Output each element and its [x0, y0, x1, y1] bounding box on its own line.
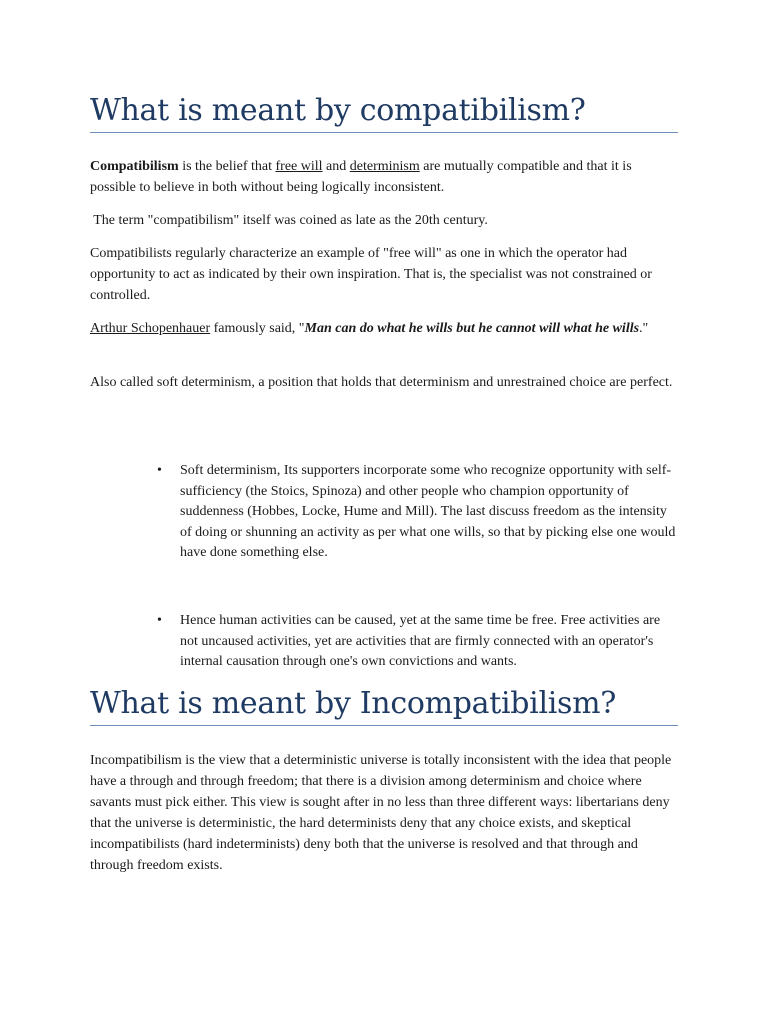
list-item [90, 461, 678, 564]
bullet-text: Hence human activities can be caused, yet at the same time be free. Free activities are not uncaused activities, yet are activities that are firmly connected with an operator's internal causation through one's own convictions and wants. [180, 613, 661, 669]
text-run: and [322, 159, 350, 174]
schopenhauer-link[interactable]: Arthur Schopenhauer [90, 321, 211, 336]
bullet-icon: • [157, 613, 162, 628]
term-origin-paragraph: The term "compatibilism" itself was coined as late as the 20th century. [90, 213, 488, 228]
schopenhauer-quote: Man can do what he wills but he cannot will what he wills [304, 321, 640, 336]
section-heading-compatibilism: What is meant by compatibilism? [90, 93, 678, 133]
text-run: are mutually compatible and that it is possible to believe in both without being logically inconsistent. [90, 159, 632, 195]
text-run: famously said, " [210, 321, 305, 336]
text-run: ." [639, 321, 649, 336]
soft-determinism-paragraph: Also called soft determinism, a position that holds that determinism and unrestrained choice are perfect. [90, 375, 673, 390]
compatibilism-definition-paragraph [90, 156, 678, 198]
bullet-icon: • [157, 463, 162, 478]
bullet-list-2 [90, 611, 678, 673]
compatibilists-paragraph: Compatibilists regularly characterize an example of "free will" as one in which the operator had opportunity to act as indicated by their own inspiration. That is, the specialist was not constrained or controlled. [90, 246, 652, 303]
incompatibilism-paragraph: Incompatibilism is the view that a deterministic universe is totally inconsistent with the idea that people have a through and through freedom; that there is a division among determinism and choice where savants must pick either. This view is sought after in no less than three different ways: libertarians deny that the universe is deterministic, the hard determinists deny that any choice exists, and skeptical incompatibilists (hard indeterminists) deny both that the universe is resolved and that through and through freedom exists. [90, 753, 672, 873]
list-item [90, 611, 678, 673]
bullet-list-1 [90, 461, 678, 564]
text-run: is the belief that [178, 159, 276, 174]
compatibilism-term: Compatibilism [90, 159, 179, 174]
section-heading-incompatibilism: What is meant by Incompatibilism? [90, 686, 678, 726]
bullet-text: Soft determinism, Its supporters incorporate some who recognize opportunity with self-sufficiency (the Stoics, Spinoza) and other people who champion opportunity of suddenness (Hobbes, Locke, Hume and Mill). The last discuss freedom as the intensity of doing or shunning an activity as per what one wills, so that by picking else one would have done something else. [180, 463, 676, 560]
schopenhauer-quote-paragraph [90, 318, 678, 339]
free-will-link[interactable]: free will [275, 159, 323, 174]
determinism-link[interactable]: determinism [349, 159, 420, 174]
